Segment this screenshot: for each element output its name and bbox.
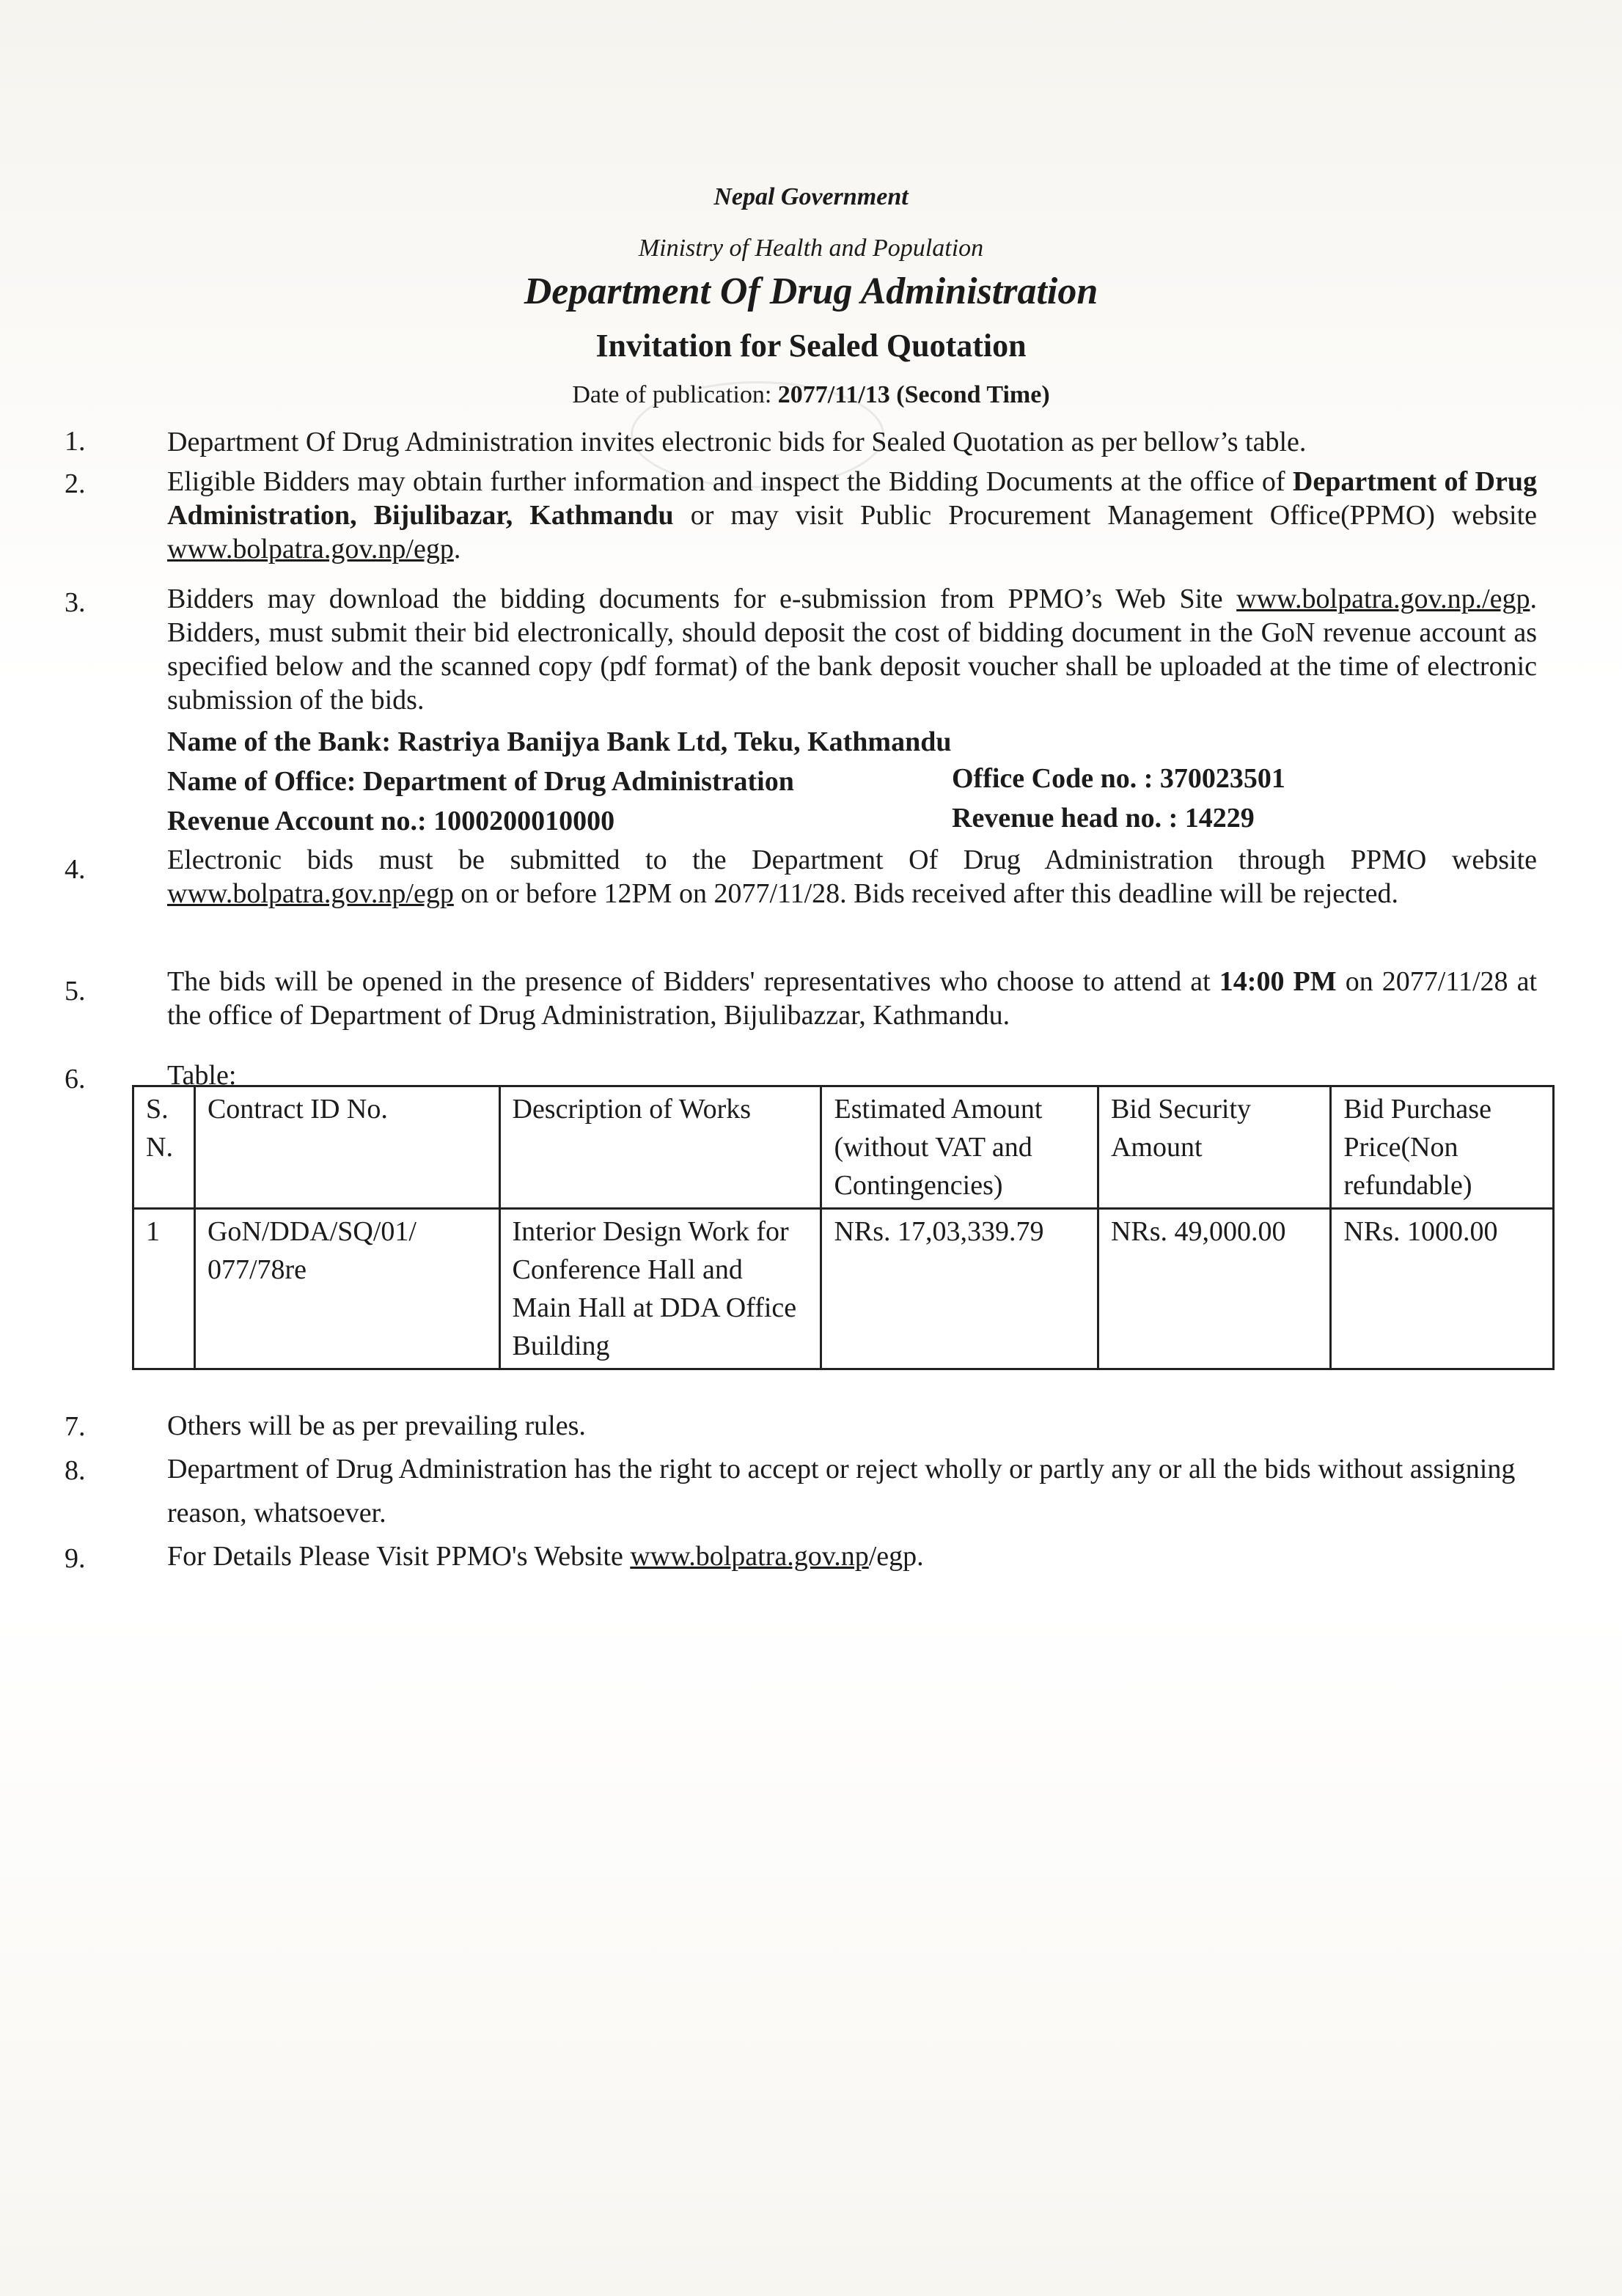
department-heading: Department Of Drug Administration xyxy=(524,271,1098,312)
item-4-text-b: on or before 12PM on 2077/11/28. Bids received after this deadline will be rejected. xyxy=(453,878,1398,909)
cell-bid-purchase-price: NRs. 1000.00 xyxy=(1331,1209,1554,1369)
item-3-text xyxy=(167,582,1537,717)
item-number-4: 4. xyxy=(65,854,86,885)
publication-date: 2077/11/13 (Second Time) xyxy=(777,381,1050,408)
header-bid-purchase-price: Bid Purchase Price(Non refundable) xyxy=(1331,1086,1554,1209)
item-3-website-link[interactable]: www.bolpatra.gov.np./egp xyxy=(1236,584,1530,614)
item-2-office-bold: Department of Drug Administration, Bijulibazar, Kathmandu xyxy=(167,466,1537,531)
cell-estimated-amount: NRs. 17,03,339.79 xyxy=(821,1209,1098,1369)
cell-contract-id: GoN/DDA/SQ/01/ 077/78re xyxy=(194,1209,499,1369)
item-4-text-a: Electronic bids must be submitted to the Department Of Drug Administration through PPMO website xyxy=(167,845,1537,875)
item-number-5: 5. xyxy=(65,976,86,1007)
item-5-text-a: The bids will be opened in the presence of Bidders' representatives who choose to attend at xyxy=(167,966,1219,997)
header-sn: S. N. xyxy=(133,1086,195,1209)
item-number-2: 2. xyxy=(65,468,86,499)
item-4-website-link[interactable]: www.bolpatra.gov.np/egp xyxy=(167,878,454,909)
header-contract-id: Contract ID No. xyxy=(194,1086,499,1209)
item-7-text: Others will be as per prevailing rules. xyxy=(167,1410,586,1441)
bank-name: Name of the Bank: Rastriya Banijya Bank Ltd, Teku, Kathmandu xyxy=(167,726,952,757)
item-9-text-b: /egp. xyxy=(868,1541,924,1572)
item-9-text-a: For Details Please Visit PPMO's Website xyxy=(167,1541,631,1572)
item-number-8: 8. xyxy=(65,1455,86,1486)
item-number-1: 1. xyxy=(65,426,86,457)
cell-sn: 1 xyxy=(133,1209,195,1369)
item-5-time-bold: 14:00 PM xyxy=(1219,966,1337,997)
item-5-text xyxy=(167,965,1537,1032)
notice-title: Invitation for Sealed Quotation xyxy=(595,328,1027,364)
item-number-3: 3. xyxy=(65,587,86,618)
bid-table xyxy=(132,1085,1555,1370)
table-row xyxy=(133,1209,1554,1369)
item-3-text-a: Bidders may download the bidding documents for e-submission from PPMO’s Web Site xyxy=(167,584,1237,614)
office-code: Office Code no. : 370023501 xyxy=(952,763,1285,794)
item-4-text xyxy=(167,843,1537,910)
item-9-text xyxy=(167,1539,1537,1573)
header-description: Description of Works xyxy=(499,1086,821,1209)
item-number-7: 7. xyxy=(65,1411,86,1442)
item-3-text-b: . Bidders, must submit their bid electronically, should deposit the cost of bidding document in the GoN revenue account as specified below and the scanned copy (pdf format) of the bank deposit voucher shall be uploaded at the time of electronic submission of the bids. xyxy=(167,584,1537,715)
revenue-head: Revenue head no. : 14229 xyxy=(952,803,1255,834)
table-header-row xyxy=(133,1086,1554,1209)
item-2-text-a: Eligible Bidders may obtain further information and inspect the Bidding Documents at the office of xyxy=(167,466,1293,497)
publication-label: Date of publication: xyxy=(572,381,772,408)
ministry-heading: Ministry of Health and Population xyxy=(638,235,984,262)
item-1-text: Department Of Drug Administration invites electronic bids for Sealed Quotation as per bellow’s table. xyxy=(167,427,1307,457)
item-number-6: 6. xyxy=(65,1064,86,1094)
item-6-text: Table: xyxy=(167,1060,237,1091)
header-bid-security: Bid Security Amount xyxy=(1098,1086,1330,1209)
item-8-text: Department of Drug Administration has the right to accept or reject wholly or partly any or all the bids without assigning reason, whatsoever. xyxy=(167,1454,1516,1528)
item-2-text-c: . xyxy=(453,534,461,564)
revenue-account: Revenue Account no.: 1000200010000 xyxy=(167,806,615,836)
header-estimated-amount: Estimated Amount (without VAT and Contingencies) xyxy=(821,1086,1098,1209)
office-name: Name of Office: Department of Drug Administration xyxy=(167,766,794,797)
item-9-website-link[interactable]: www.bolpatra.gov.np xyxy=(630,1541,869,1572)
item-5-text-b: on 2077/11/28 at the office of Department of Drug Administration, Bijulibazzar, Kathmandu. xyxy=(167,966,1538,1031)
item-number-9: 9. xyxy=(65,1543,86,1574)
publication-date-line xyxy=(0,381,1622,409)
government-heading: Nepal Government xyxy=(713,183,909,210)
cell-bid-security: NRs. 49,000.00 xyxy=(1098,1209,1330,1369)
item-2-text-b: or may visit Public Procurement Management Office(PPMO) website xyxy=(673,500,1537,531)
cell-description: Interior Design Work for Conference Hall and Main Hall at DDA Office Building xyxy=(499,1209,821,1369)
item-2-text xyxy=(167,465,1537,566)
item-2-website-link[interactable]: www.bolpatra.gov.np/egp xyxy=(167,534,454,564)
